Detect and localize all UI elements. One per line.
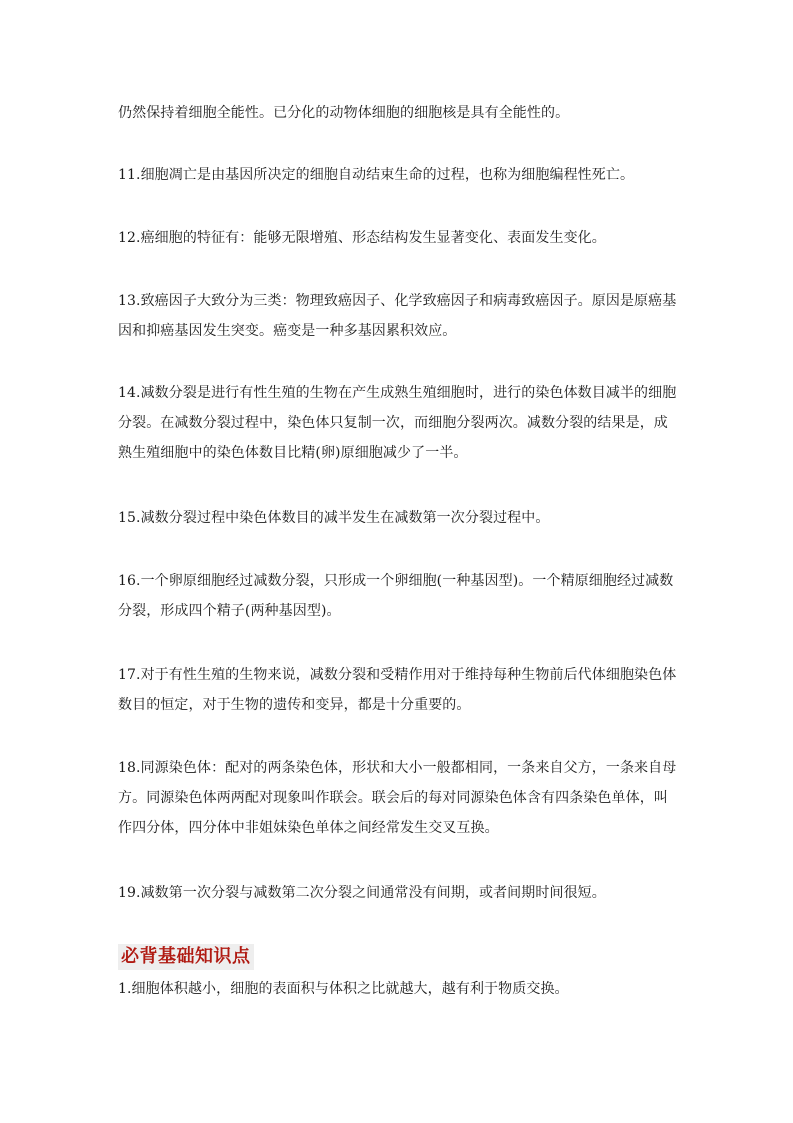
paragraph-item-13: 13.致癌因子大致分为三类：物理致癌因子、化学致癌因子和病毒致癌因子。原因是原癌基因和抑癌基因发生突变。癌变是一种多基因累积效应。 <box>118 293 677 339</box>
section-heading-wrapper <box>118 944 254 972</box>
paragraph-item-18: 18.同源染色体：配对的两条染色体，形状和大小一般都相同，一条来自父方，一条来自母方。同源染色体两两配对现象叫作联会。联会后的每对同源染色体含有四条染色单体，叫作四分体，四分体中非姐妹染色单体之间经常发生交叉互换。 <box>118 760 677 836</box>
paragraph-item-11: 11.细胞凋亡是由基因所决定的细胞自动结束生命的过程，也称为细胞编程性死亡。 <box>118 167 635 183</box>
paragraph-item-12: 12.癌细胞的特征有：能够无限增殖、形态结构发生显著变化、表面发生变化。 <box>118 230 606 246</box>
section-paragraph-item-1: 1.细胞体积越小，细胞的表面积与体积之比就越大，越有利于物质交换。 <box>118 981 569 997</box>
paragraph-item-19: 19.减数第一次分裂与减数第二次分裂之间通常没有间期，或者间期时间很短。 <box>118 885 606 901</box>
section-heading: 必背基础知识点 <box>118 944 254 970</box>
paragraph-item-17: 17.对于有性生殖的生物来说，减数分裂和受精作用对于维持每种生物前后代体细胞染色体数目的恒定，对于生物的遗传和变异，都是十分重要的。 <box>118 667 677 713</box>
paragraph: 仍然保持着细胞全能性。已分化的动物体细胞的细胞核是具有全能性的。 <box>118 105 570 121</box>
paragraph-item-16: 16.一个卵原细胞经过减数分裂，只形成一个卵细胞(一种基因型)。一个精原细胞经过减数分裂，形成四个精子(两种基因型)。 <box>118 573 674 619</box>
paragraph-item-14: 14.减数分裂是进行有性生殖的生物在产生成熟生殖细胞时，进行的染色体数目减半的细胞分裂。在减数分裂过程中，染色体只复制一次，而细胞分裂两次。减数分裂的结果是，成熟生殖细胞中的染色体数目比精(卵)原细胞减少了一半。 <box>118 385 677 461</box>
paragraph-item-15: 15.减数分裂过程中染色体数目的减半发生在减数第一次分裂过程中。 <box>118 510 550 526</box>
